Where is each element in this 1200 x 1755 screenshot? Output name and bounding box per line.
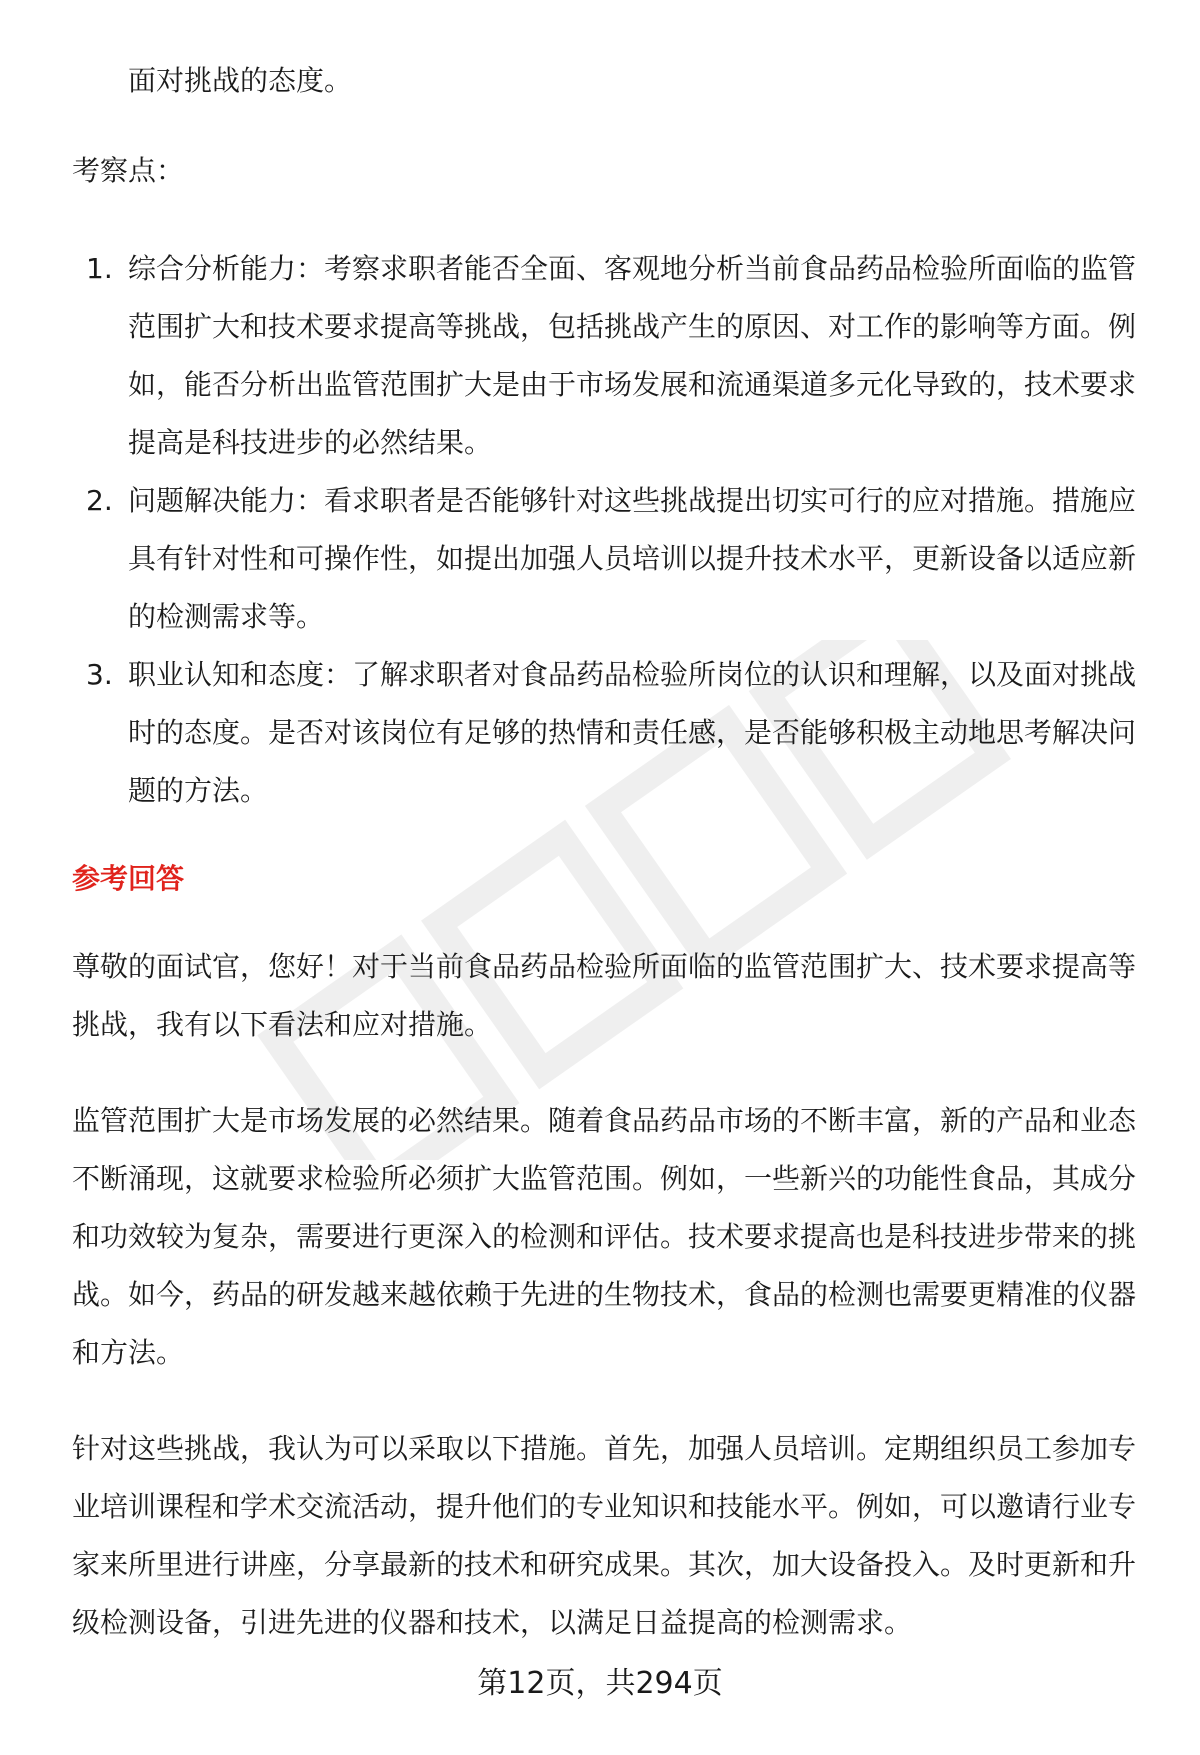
list-item-text: 问题解决能力：看求职者是否能够针对这些挑战提出切实可行的应对措施。措施应具有针对性和可操作性，如提出加强人员培训以提升技术水平，更新设备以适应新的检测需求等。: [128, 484, 1137, 633]
list-number: 2.: [86, 484, 113, 517]
answer-heading: 参考回答: [72, 862, 185, 895]
document-page: [72, 0, 1140, 1652]
list-item: [72, 240, 1140, 472]
list-item: [72, 472, 1140, 646]
list-number: 1.: [86, 252, 113, 285]
evaluation-list: [72, 240, 1140, 820]
list-item-text: 综合分析能力：考察求职者能否全面、客观地分析当前食品药品检验所面临的监管范围扩大和技术要求提高等挑战，包括挑战产生的原因、对工作的影响等方面。例如，能否分析出监管范围扩大是由于市场发展和流通渠道多元化导致的，技术要求提高是科技进步的必然结果。: [128, 252, 1137, 459]
answer-paragraph: 尊敬的面试官，您好！对于当前食品药品检验所面临的监管范围扩大、技术要求提高等挑战，我有以下看法和应对措施。: [72, 950, 1137, 1041]
answer-paragraph: 针对这些挑战，我认为可以采取以下措施。首先，加强人员培训。定期组织员工参加专业培训课程和学术交流活动，提升他们的专业知识和技能水平。例如，可以邀请行业专家来所里进行讲座，分享最新的技术和研究成果。其次，加大设备投入。及时更新和升级检测设备，引进先进的仪器和技术，以满足日益提高的检测需求。: [72, 1432, 1137, 1639]
continuation-line: 面对挑战的态度。: [128, 64, 353, 97]
list-item-text: 职业认知和态度：了解求职者对食品药品检验所岗位的认识和理解，以及面对挑战时的态度。是否对该岗位有足够的热情和责任感，是否能够积极主动地思考解决问题的方法。: [128, 658, 1137, 807]
answer-paragraph: 监管范围扩大是市场发展的必然结果。随着食品药品市场的不断丰富，新的产品和业态不断涌现，这就要求检验所必须扩大监管范围。例如，一些新兴的功能性食品，其成分和功效较为复杂，需要进行更深入的检测和评估。技术要求提高也是科技进步带来的挑战。如今，药品的研发越来越依赖于先进的生物技术，食品的检测也需要更精准的仪器和方法。: [72, 1104, 1137, 1369]
page-footer: 第12页，共294页: [477, 1666, 723, 1701]
list-number: 3.: [86, 658, 113, 691]
list-item: [72, 646, 1140, 820]
evaluation-label: 考察点：: [72, 154, 185, 187]
